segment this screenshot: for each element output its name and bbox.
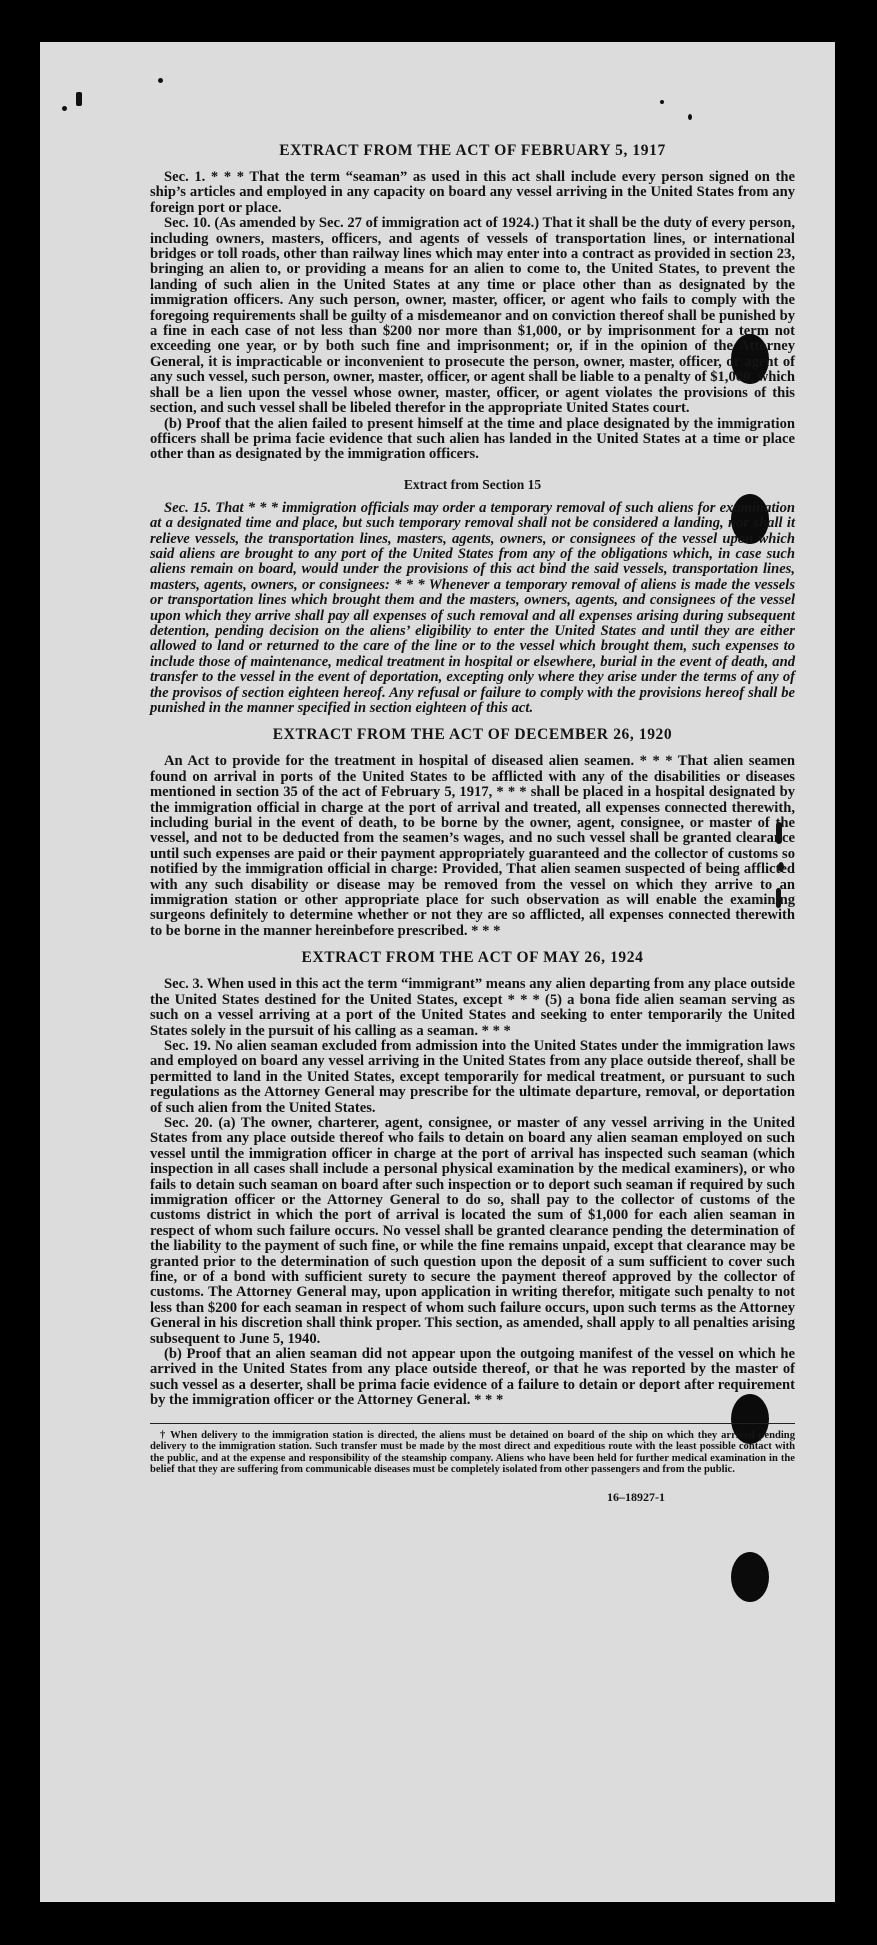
section-19-paragraph: Sec. 19. No alien seaman excluded from admission into the United States under the immigration laws and employed on board any vessel arriving in the United States from any place outside thereof, shall be permitted to land in the United States, except temporarily for medical treatment, or pursuant to such regulations as the Attorney General may prescribe for the ultimate departure, removal, or deportation of such alien from the United States. bbox=[150, 1037, 795, 1116]
section-15-paragraph: Sec. 15. That * * * immigration officials may order a temporary removal of such aliens for examination at a designated time and place, but such temporary removal shall not be considered a landing, nor shall it relieve vessels, the transportation lines, masters, agents, owners, or consignees of the vessel upon which said aliens are brought to any port of the United States from any of the obligations which, in case such aliens remain on board, would under the provisions of this act bind the said vessels, transportation lines, masters, agents, owners, or consignees: * * * Whenever a temporary removal of aliens is made the vessels or transportation lines which brought them and the masters, owners, agents, and consignees of the vessel upon which they arrive shall pay all expenses of such removal and all expenses arising during subsequent detention, pending decision on the aliens’ eligibility to enter the United States and until they are either allowed to land or returned to the care of the line or to the vessel which brought them, such expenses to include those of maintenance, medical treatment in hospital or elsewhere, burial in the event of death, and transfer to the vessel in the event of deportation, excepting only where they arise under the terms of any of the provisos of section eighteen hereof. Any refusal or failure to comply with the provisions hereof shall be punished in the manner specified in section eighteen of this act. bbox=[150, 499, 795, 716]
section-3-paragraph: Sec. 3. When used in this act the term “immigrant” means any alien departing from any place outside the United States destined for the United States, except * * * (5) a bona fide alien seaman serving as such on a vessel arriving at a port of the United States and seeking to enter temporarily the United States solely in the pursuit of his calling as a seaman. * * * bbox=[150, 976, 795, 1039]
document-body bbox=[150, 142, 795, 1505]
ink-speck bbox=[76, 92, 82, 106]
section-10-paragraph: Sec. 10. (As amended by Sec. 27 of immigration act of 1924.) That it shall be the duty of every person, including owners, masters, officers, and agents of vessels of transportation lines, or international bridges or toll roads, other than railway lines which may enter into a contract as provided in section 23, bringing an alien to, or providing a means for an alien to come to, the United States, to prevent the landing of such alien in the United States at any time or place other than as designated by the immigration officers. Any such person, owner, master, officer, or agent who fails to comply with the foregoing requirements shall be guilty of a misdemeanor and on conviction thereof shall be punished by a fine in each case of not less than $200 nor more than $1,000, or by imprisonment for a term not exceeding one year, or by both such fine and imprisonment; or, if in the opinion of the Attorney General, it is impracticable or inconvenient to prosecute the person, owner, master, officer, or agent of any such vessel, such person, owner, master, officer, or agent shall be liable to a penalty of $1,000, which shall be a lien upon the vessel whose owner, master, officer, or agent violates the provisions of this section, and such vessel shall be libeled therefor in the appropriate United States court. bbox=[150, 215, 795, 417]
footnote-divider bbox=[150, 1423, 795, 1424]
ink-speck bbox=[62, 106, 67, 111]
heading-act-1917: EXTRACT FROM THE ACT OF FEBRUARY 5, 1917 bbox=[279, 142, 666, 159]
section-20-paragraph: Sec. 20. (a) The owner, charterer, agent, consignee, or master of any vessel arriving in the United States from any place outside thereof who fails to detain on board any alien seaman employed on such vessel until the immigration officer in charge at the port of arrival has inspected such seaman (which inspection in all cases shall include a personal physical examination by the medical examiners), or who fails to detain such seaman on board after such inspection or to deport such seaman if required by such immigration officer or the Attorney General to do so, shall pay to the collector of customs of the customs district in which the port of arrival is located the sum of $1,000 for each alien seaman in respect of whom such failure occurs. No vessel shall be granted clearance pending the determination of the liability to the payment of such fine, or while the fine remains unpaid, except that clearance may be granted prior to the determination of such question upon the deposit of a sum sufficient to cover such fine, or of a bond with sufficient surety to secure the payment thereof approved by the collector of customs. The Attorney General may, upon application in writing therefor, mitigate such penalty to not less than $200 for each seaman in respect of whom such failure occurs, upon such terms as the Attorney General in his discretion shall think proper. This section, as amended, shall apply to all penalties arising subsequent to June 5, 1940. bbox=[150, 1114, 795, 1347]
heading-section-15: Extract from Section 15 bbox=[403, 476, 542, 492]
ink-speck bbox=[660, 100, 664, 104]
hospital-treatment-paragraph: An Act to provide for the treatment in hospital of diseased alien seamen. * * * That alien seamen found on arrival in ports of the United States to be afflicted with any of the disabilities or diseases mentioned in section 35 of the act of February 5, 1917, * * * shall be placed in a hospital designated by the immigration official in charge at the port of arrival and treated, all expenses connected therewith, including burial in the event of death, to be borne by the owner, agent, consignee, or master of the vessel, and not to be deducted from the seamen’s wages, and no such vessel shall be granted clearance until such expenses are paid or their payment appropriately guaranteed and the collector of customs so notified by the immigration official in charge: Provided, That alien seamen suspected of being afflicted with any such disability or disease may be removed from the vessel on which they arrive to an immigration station or other appropriate place for such observation as will enable the examining surgeons definitely to determine whether or not they are so afflicted, all expenses connected therewith to be borne in the manner hereinbefore prescribed. * * * bbox=[150, 753, 795, 939]
ink-speck bbox=[688, 114, 692, 120]
heading-act-1924: EXTRACT FROM THE ACT OF MAY 26, 1924 bbox=[301, 949, 644, 967]
footnote: † When delivery to the immigration station is directed, the aliens must be detained on board of the ship on which they arrived pending delivery to the immigration station. Such transfer must be made by the most direct and expeditious route with the least possible contact with the public, and at the expense and responsibility of the steamship company. Aliens who have been held for further medical examination in the belief that they are suffering from communicable diseases must be completely isolated from other passengers and from the public. bbox=[150, 1429, 795, 1476]
heading-act-1920: EXTRACT FROM THE ACT OF DECEMBER 26, 1920 bbox=[272, 726, 673, 744]
ink-speck bbox=[158, 78, 163, 83]
punch-hole bbox=[731, 1552, 769, 1602]
section-20b-paragraph: (b) Proof that an alien seaman did not appear upon the outgoing manifest of the vessel on which he arrived in the United States from any place outside thereof, or that he was reported by the master of such vessel as a deserter, shall be prima facie evidence of a failure to detain or deport after requirement by the immigration officer or the Attorney General. * * * bbox=[150, 1346, 795, 1409]
document-page bbox=[40, 42, 835, 1902]
section-1-paragraph: Sec. 1. * * * That the term “seaman” as used in this act shall include every person signed on the ship’s articles and employed in any capacity on board any vessel arriving in the United States from any foreign port or place. bbox=[150, 169, 795, 216]
form-number: 16–18927-1 bbox=[607, 1490, 665, 1505]
proof-of-landing-paragraph: (b) Proof that the alien failed to present himself at the time and place designated by the immigration officers shall be prima facie evidence that such alien has landed in the United States at a time or place other than as designated by the immigration officers. bbox=[150, 415, 795, 463]
